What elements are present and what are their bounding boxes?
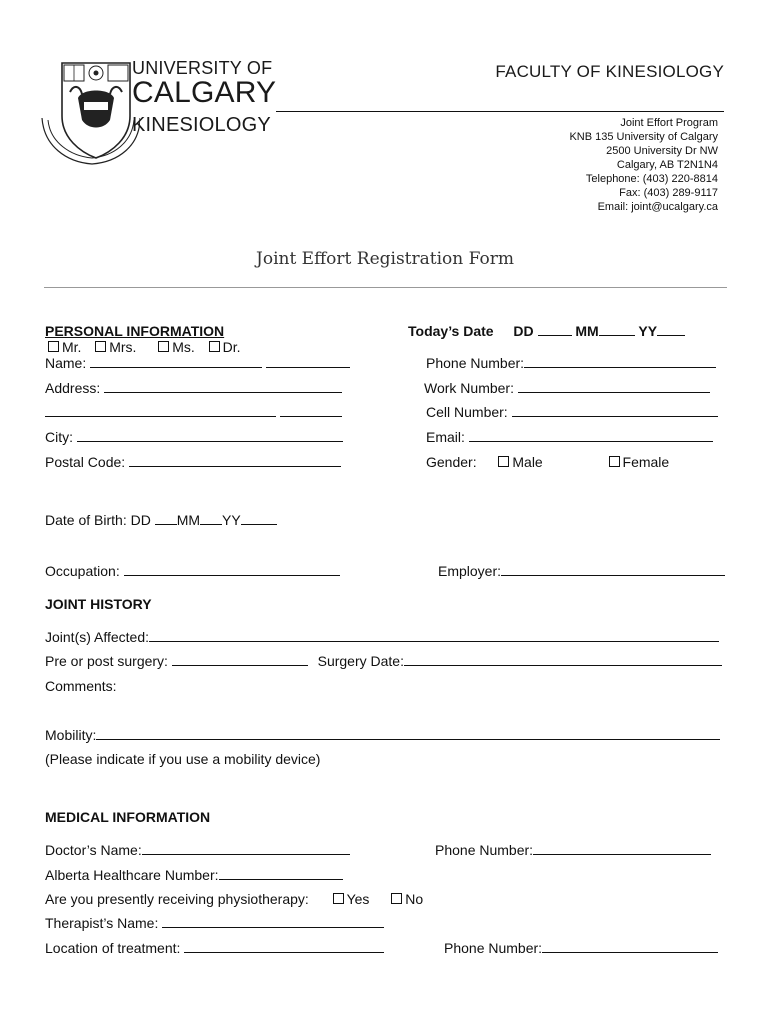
physio-row: [45, 891, 423, 907]
physio-yes-checkbox[interactable]: [333, 893, 344, 904]
mobility-note: (Please indicate if you use a mobility device): [45, 751, 321, 767]
doctor-phone-field[interactable]: [533, 842, 711, 855]
cell-number-row: [426, 404, 718, 420]
phone-number-field[interactable]: [524, 355, 716, 368]
personal-info-heading: PERSONAL INFORMATION: [45, 323, 225, 339]
work-number-label: Work Number:: [424, 380, 514, 396]
title-rule: [44, 287, 727, 288]
occupation-label: Occupation:: [45, 563, 120, 579]
dr-label: Dr.: [222, 339, 241, 355]
dob-label: Date of Birth: DD: [45, 512, 151, 528]
address-line: 2500 University Dr NW: [606, 145, 718, 157]
address-line: KNB 135 University of Calgary: [569, 131, 718, 143]
mm-label: MM: [575, 323, 599, 339]
university-crest-icon: [40, 58, 140, 166]
title-options: [48, 339, 240, 355]
dob-dd-field[interactable]: [155, 512, 177, 525]
address-line: Email: joint@ucalgary.ca: [597, 201, 718, 213]
name-field[interactable]: [90, 355, 262, 368]
postal-code-field[interactable]: [129, 454, 341, 467]
city-field[interactable]: [77, 429, 343, 442]
doctors-name-row: [45, 842, 350, 858]
joints-affected-label: Joint(s) Affected:: [45, 629, 150, 645]
doctor-phone-label: Phone Number:: [435, 842, 534, 858]
mm-field[interactable]: [599, 323, 635, 336]
therapists-name-label: Therapist’s Name:: [45, 915, 159, 931]
joints-affected-field[interactable]: [149, 629, 719, 642]
healthcare-number-row: [45, 867, 343, 883]
phone-number-label: Phone Number:: [426, 355, 525, 371]
occupation-row: [45, 563, 340, 579]
email-row: [426, 429, 713, 445]
doctor-phone-row: [435, 842, 711, 858]
logo-line-calgary: CALGARY: [132, 76, 277, 109]
physio-yes-label: Yes: [346, 891, 370, 907]
medical-info-heading: MEDICAL INFORMATION: [45, 809, 211, 825]
postal-code-row: [45, 454, 341, 470]
dob-mm-label: MM: [176, 512, 201, 528]
postal-code-label: Postal Code:: [45, 454, 126, 470]
employer-label: Employer:: [438, 563, 502, 579]
dd-label: DD: [513, 323, 534, 339]
university-logo: [40, 58, 275, 170]
occupation-field[interactable]: [124, 563, 340, 576]
cell-number-label: Cell Number:: [426, 404, 508, 420]
name-label: Name:: [45, 355, 87, 371]
mrs-checkbox[interactable]: [95, 341, 106, 352]
comments-label: Comments:: [45, 678, 117, 694]
joints-affected-row: [45, 629, 719, 645]
pre-post-surgery-field[interactable]: [172, 653, 308, 666]
location-label: Location of treatment:: [45, 940, 181, 956]
location-phone-label: Phone Number:: [444, 940, 543, 956]
mrs-label: Mrs.: [109, 339, 137, 355]
pre-post-surgery-label: Pre or post surgery:: [45, 653, 168, 669]
female-label: Female: [622, 454, 670, 470]
female-checkbox[interactable]: [609, 456, 620, 467]
dob-yy-label: YY: [222, 512, 241, 528]
name-row: [45, 355, 350, 371]
surgery-date-field[interactable]: [404, 653, 722, 666]
employer-row: [438, 563, 725, 579]
joint-history-heading: JOINT HISTORY: [45, 596, 152, 612]
doctors-name-label: Doctor’s Name:: [45, 842, 142, 858]
mobility-label: Mobility:: [45, 727, 97, 743]
address-line: Telephone: (403) 220-8814: [585, 173, 718, 185]
mr-checkbox[interactable]: [48, 341, 59, 352]
dob-row: [45, 512, 277, 528]
address-line: Fax: (403) 289-9117: [619, 187, 718, 199]
email-field[interactable]: [469, 429, 713, 442]
therapists-name-field[interactable]: [162, 915, 384, 928]
address-row: [45, 380, 342, 396]
logo-line-kinesiology: KINESIOLOGY: [132, 114, 271, 136]
location-phone-field[interactable]: [542, 940, 718, 953]
todays-date-label: Today’s Date: [408, 323, 494, 339]
email-label: Email:: [426, 429, 465, 445]
header-rule: [276, 111, 724, 112]
healthcare-number-field[interactable]: [219, 867, 343, 880]
work-number-row: [424, 380, 710, 396]
surgery-date-label: Surgery Date:: [317, 653, 404, 669]
yy-field[interactable]: [657, 323, 685, 336]
form-title: Joint Effort Registration Form: [256, 249, 514, 269]
dr-checkbox[interactable]: [209, 341, 220, 352]
address-line-2-field[interactable]: [45, 404, 276, 417]
city-label: City:: [45, 429, 73, 445]
city-row: [45, 429, 343, 445]
program-address-block: [569, 116, 718, 214]
name-field-2[interactable]: [266, 355, 350, 368]
surgery-row: [45, 653, 722, 669]
work-number-field[interactable]: [518, 380, 710, 393]
cell-number-field[interactable]: [512, 404, 718, 417]
yy-label: YY: [638, 323, 658, 339]
address-line-2-row: [45, 404, 342, 420]
male-checkbox[interactable]: [498, 456, 509, 467]
gender-label: Gender:: [426, 454, 477, 470]
physio-no-label: No: [405, 891, 424, 907]
dd-field[interactable]: [538, 323, 572, 336]
doctors-name-field[interactable]: [142, 842, 350, 855]
address-line: Joint Effort Program: [620, 117, 718, 129]
ms-checkbox[interactable]: [158, 341, 169, 352]
healthcare-number-label: Alberta Healthcare Number:: [45, 867, 219, 883]
physio-question-label: Are you presently receiving physiotherapy:: [45, 891, 309, 907]
phone-number-row: [426, 355, 716, 371]
mobility-row: [45, 727, 720, 743]
employer-field[interactable]: [501, 563, 725, 576]
location-phone-row: [444, 940, 718, 956]
gender-row: [426, 454, 669, 470]
location-row: [45, 940, 384, 956]
location-field[interactable]: [184, 940, 384, 953]
male-label: Male: [512, 454, 543, 470]
mr-label: Mr.: [62, 339, 82, 355]
address-field[interactable]: [104, 380, 342, 393]
physio-no-checkbox[interactable]: [391, 893, 402, 904]
faculty-title: FACULTY OF KINESIOLOGY: [495, 62, 724, 81]
ms-label: Ms.: [172, 339, 195, 355]
dob-mm-field[interactable]: [200, 512, 222, 525]
todays-date-row: [408, 323, 685, 339]
mobility-field[interactable]: [96, 727, 720, 740]
address-label: Address:: [45, 380, 101, 396]
address-line: Calgary, AB T2N1N4: [616, 159, 718, 171]
dob-yy-field[interactable]: [241, 512, 277, 525]
logo-line-university-of: UNIVERSITY OF: [132, 58, 273, 78]
therapists-name-row: [45, 915, 384, 931]
address-line-2-field-b[interactable]: [280, 404, 342, 417]
